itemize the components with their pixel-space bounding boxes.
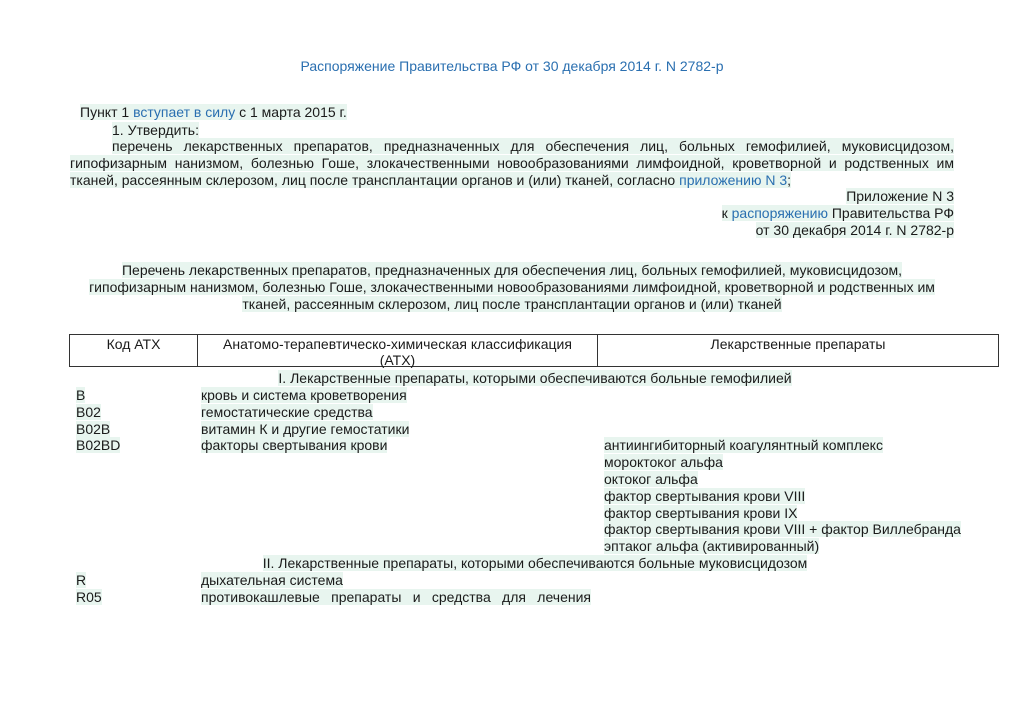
row-code xyxy=(76,421,110,438)
intro-prefix: Пункт 1 xyxy=(80,104,134,120)
drug-item xyxy=(604,488,805,505)
code-r05: R05 xyxy=(76,589,102,605)
body-line-3 xyxy=(70,172,791,189)
class-b: кровь и система кроветворения xyxy=(201,387,407,403)
body-line-3-text: тканей, рассеянным склерозом, лиц после трансплантации органов и (или) тканей, согласно xyxy=(70,172,680,188)
drug-item-text: фактор свертывания крови IX xyxy=(604,505,798,521)
list-title-line-1 xyxy=(0,262,1024,279)
body-line-2-text: гипофизарным нанизмом, болезнью Гоше, злокачественными новообразованиями лимфоидной, кроветворной и родственных им xyxy=(70,155,954,171)
drug-item-text: фактор свертывания крови VIII xyxy=(604,488,806,504)
header-classification-line-2: (АТХ) xyxy=(379,352,416,368)
order-link[interactable]: распоряжению xyxy=(731,205,828,221)
row-class xyxy=(201,572,343,589)
drug-item-text: мороктоког альфа xyxy=(604,454,723,470)
header-code: Код АТХ xyxy=(70,335,198,366)
row-class xyxy=(201,404,373,421)
list-title-line-1-text: Перечень лекарственных препаратов, предназначенных для обеспечения лиц, больных гемофилией, муковисцидозом, xyxy=(121,262,903,278)
class-r05: противокашлевые препараты и средства для лечения xyxy=(201,589,591,605)
row-code xyxy=(76,387,85,404)
row-code xyxy=(76,589,102,606)
row-class xyxy=(201,387,407,404)
drug-item-text: фактор свертывания крови VIII + фактор Виллебранда xyxy=(604,521,961,537)
drug-item xyxy=(604,437,883,454)
header-drugs: Лекарственные препараты xyxy=(710,336,886,352)
drug-item xyxy=(604,505,797,522)
drug-item-text: октоког альфа xyxy=(604,471,698,487)
row-class xyxy=(201,437,387,454)
drug-item xyxy=(604,521,961,538)
body-line-3-tail: ; xyxy=(787,172,792,188)
section-1-title-text: I. Лекарственные препараты, которыми обеспечиваются больные гемофилией xyxy=(278,370,792,386)
drug-item-text: антиингибиторный коагулянтный комплекс xyxy=(604,437,883,453)
code-r: R xyxy=(76,572,87,588)
row-code xyxy=(76,404,101,421)
appendix-date: от 30 декабря 2014 г. N 2782-р xyxy=(755,222,954,238)
header-classification xyxy=(198,335,598,366)
header-classification-line-1: Анатомо-терапевтическо-химическая классификация xyxy=(223,336,572,352)
approve-text: 1. Утвердить: xyxy=(112,122,199,138)
list-title-line-3-text: тканей, рассеянным склерозом, лиц после трансплантации органов и (или) тканей xyxy=(242,296,782,312)
drug-item-text: эптаког альфа (активированный) xyxy=(604,538,820,554)
appendix-line-3 xyxy=(756,222,954,239)
list-title-line-2 xyxy=(0,279,1024,296)
appendix-line-2-suffix: Правительства РФ xyxy=(827,205,954,221)
body-line-2 xyxy=(70,155,954,172)
list-title-line-2-text: гипофизарным нанизмом, болезнью Гоше, злокачественными новообразованиями лимфоидной, кроветворной и родственных им xyxy=(89,279,935,295)
code-b02b: B02B xyxy=(76,421,111,437)
intro-suffix: с 1 марта 2015 г. xyxy=(235,104,347,120)
section-2-title xyxy=(0,555,1024,572)
effective-date-link[interactable]: вступает в силу xyxy=(133,104,236,120)
body-line-1 xyxy=(112,138,954,155)
class-b02: гемостатические средства xyxy=(201,404,373,420)
appendix-3-link[interactable]: приложению N 3 xyxy=(679,172,788,188)
drug-item xyxy=(604,471,698,488)
drug-item xyxy=(604,538,819,555)
approve-line xyxy=(112,122,199,139)
table-header xyxy=(69,334,999,367)
row-class xyxy=(201,421,409,438)
appendix-number: Приложение N 3 xyxy=(846,188,954,204)
class-b02bd: факторы свертывания крови xyxy=(201,437,388,453)
appendix-line-2 xyxy=(722,205,954,222)
section-2-title-text: II. Лекарственные препараты, которыми обеспечиваются больные муковисцидозом xyxy=(262,555,808,571)
row-code xyxy=(76,572,86,589)
code-b02bd: B02BD xyxy=(76,437,121,453)
intro-line xyxy=(80,104,347,121)
document-title: Распоряжение Правительства РФ от 30 декабря 2014 г. N 2782-р xyxy=(300,58,724,74)
row-class xyxy=(201,589,591,606)
class-r: дыхательная система xyxy=(201,572,343,588)
code-b: B xyxy=(76,387,86,403)
class-b02b: витамин К и другие гемостатики xyxy=(201,421,410,437)
appendix-line-1 xyxy=(846,188,954,205)
code-b02: B02 xyxy=(76,404,101,420)
drug-item xyxy=(604,454,723,471)
body-line-1-text: перечень лекарственных препаратов, предназначенных для обеспечения лиц, больных гемофилией, муковисцидозом, xyxy=(112,138,954,154)
row-code xyxy=(76,437,120,454)
appendix-line-2-prefix: к xyxy=(721,205,732,221)
list-title-line-3 xyxy=(0,296,1024,313)
section-1-title xyxy=(0,370,1024,387)
